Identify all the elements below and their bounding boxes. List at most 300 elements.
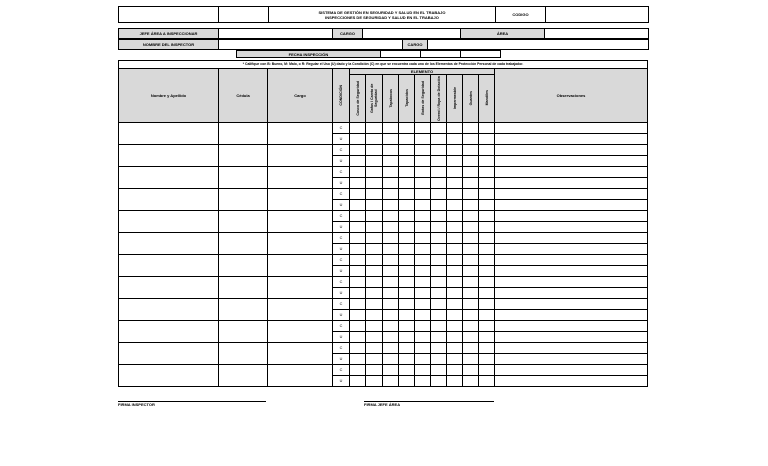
rating-cell[interactable]	[366, 354, 383, 365]
observation-cell[interactable]	[495, 233, 648, 244]
rating-cell[interactable]	[350, 145, 366, 156]
area-value[interactable]	[545, 29, 649, 39]
observation-cell[interactable]	[495, 354, 648, 365]
rating-cell[interactable]	[415, 277, 431, 288]
rating-cell[interactable]	[463, 156, 479, 167]
rating-cell[interactable]	[447, 145, 463, 156]
observation-cell[interactable]	[495, 365, 648, 376]
rating-cell[interactable]	[399, 123, 415, 134]
rating-cell[interactable]	[350, 233, 366, 244]
inspector-post-value[interactable]	[428, 40, 649, 50]
rating-cell[interactable]	[350, 310, 366, 321]
rating-cell[interactable]	[479, 354, 495, 365]
worker-post-cell[interactable]	[268, 233, 333, 255]
rating-cell[interactable]	[431, 332, 447, 343]
rating-cell[interactable]	[463, 145, 479, 156]
rating-cell[interactable]	[350, 244, 366, 255]
rating-cell[interactable]	[366, 211, 383, 222]
rating-cell[interactable]	[463, 233, 479, 244]
rating-cell[interactable]	[383, 354, 399, 365]
rating-cell[interactable]	[350, 288, 366, 299]
observation-cell[interactable]	[495, 134, 648, 145]
rating-cell[interactable]	[431, 200, 447, 211]
rating-cell[interactable]	[383, 255, 399, 266]
worker-name-cell[interactable]	[119, 321, 219, 343]
rating-cell[interactable]	[447, 343, 463, 354]
rating-cell[interactable]	[463, 365, 479, 376]
rating-cell[interactable]	[383, 167, 399, 178]
rating-cell[interactable]	[431, 277, 447, 288]
worker-name-cell[interactable]	[119, 277, 219, 299]
rating-cell[interactable]	[447, 299, 463, 310]
rating-cell[interactable]	[399, 354, 415, 365]
rating-cell[interactable]	[447, 321, 463, 332]
rating-cell[interactable]	[383, 145, 399, 156]
rating-cell[interactable]	[463, 222, 479, 233]
rating-cell[interactable]	[447, 123, 463, 134]
rating-cell[interactable]	[383, 134, 399, 145]
rating-cell[interactable]	[350, 266, 366, 277]
rating-cell[interactable]	[415, 134, 431, 145]
rating-cell[interactable]	[447, 244, 463, 255]
worker-post-cell[interactable]	[268, 189, 333, 211]
observation-cell[interactable]	[495, 123, 648, 134]
chief-value[interactable]	[219, 29, 333, 39]
rating-cell[interactable]	[350, 343, 366, 354]
rating-cell[interactable]	[447, 310, 463, 321]
rating-cell[interactable]	[431, 233, 447, 244]
rating-cell[interactable]	[479, 244, 495, 255]
rating-cell[interactable]	[463, 376, 479, 387]
col-condition: CONDICIÓN	[333, 69, 350, 123]
rating-cell[interactable]	[431, 134, 447, 145]
rating-cell[interactable]	[415, 178, 431, 189]
rating-cell[interactable]	[463, 266, 479, 277]
rating-cell[interactable]	[350, 178, 366, 189]
observation-cell[interactable]	[495, 321, 648, 332]
rating-cell[interactable]	[383, 211, 399, 222]
rating-cell[interactable]	[431, 266, 447, 277]
rating-cell[interactable]	[447, 365, 463, 376]
rating-cell[interactable]	[415, 167, 431, 178]
rating-cell[interactable]	[463, 134, 479, 145]
worker-name-cell[interactable]	[119, 255, 219, 277]
rating-cell[interactable]	[366, 310, 383, 321]
rating-cell[interactable]	[399, 134, 415, 145]
worker-name-cell[interactable]	[119, 145, 219, 167]
rating-cell[interactable]	[463, 332, 479, 343]
worker-post-cell[interactable]	[268, 365, 333, 387]
rating-cell[interactable]	[463, 310, 479, 321]
rating-cell[interactable]	[350, 365, 366, 376]
rating-cell[interactable]	[479, 288, 495, 299]
rating-cell[interactable]	[463, 123, 479, 134]
rating-cell[interactable]	[383, 310, 399, 321]
rating-cell[interactable]	[350, 189, 366, 200]
rating-cell[interactable]	[350, 321, 366, 332]
rating-cell[interactable]	[366, 178, 383, 189]
worker-name-cell[interactable]	[119, 211, 219, 233]
rating-cell[interactable]	[415, 233, 431, 244]
worker-id-cell[interactable]	[219, 167, 268, 189]
rating-cell[interactable]	[479, 299, 495, 310]
element-col: Gafas / Careta de Seguridad	[366, 75, 383, 123]
rating-cell[interactable]	[463, 343, 479, 354]
rating-cell[interactable]	[399, 167, 415, 178]
rating-cell[interactable]	[463, 277, 479, 288]
worker-name-cell[interactable]	[119, 233, 219, 255]
rating-cell[interactable]	[447, 167, 463, 178]
rating-cell[interactable]	[350, 134, 366, 145]
rating-cell[interactable]	[350, 222, 366, 233]
rating-cell[interactable]	[383, 332, 399, 343]
condition-code: C	[333, 233, 350, 244]
rating-cell[interactable]	[479, 222, 495, 233]
observation-cell[interactable]	[495, 244, 648, 255]
rating-cell[interactable]	[479, 365, 495, 376]
rating-cell[interactable]	[447, 266, 463, 277]
rating-cell[interactable]	[479, 167, 495, 178]
rating-cell[interactable]	[431, 123, 447, 134]
rating-cell[interactable]	[447, 156, 463, 167]
rating-cell[interactable]	[399, 332, 415, 343]
rating-cell[interactable]	[383, 189, 399, 200]
rating-cell[interactable]	[447, 376, 463, 387]
rating-cell[interactable]	[399, 255, 415, 266]
worker-id-cell[interactable]	[219, 123, 268, 145]
rating-cell[interactable]	[399, 244, 415, 255]
rating-cell[interactable]	[415, 123, 431, 134]
rating-cell[interactable]	[431, 244, 447, 255]
worker-post-cell[interactable]	[268, 299, 333, 321]
observation-cell[interactable]	[495, 167, 648, 178]
inspector-value[interactable]	[219, 40, 403, 50]
element-col: Mandiles	[479, 75, 495, 123]
rating-cell[interactable]	[399, 343, 415, 354]
rating-cell[interactable]	[350, 299, 366, 310]
date-day[interactable]	[381, 51, 421, 58]
rating-cell[interactable]	[431, 299, 447, 310]
rating-cell[interactable]	[366, 200, 383, 211]
rating-cell[interactable]	[415, 343, 431, 354]
rating-cell[interactable]	[366, 233, 383, 244]
worker-post-cell[interactable]	[268, 255, 333, 277]
rating-cell[interactable]	[366, 376, 383, 387]
rating-cell[interactable]	[366, 288, 383, 299]
rating-cell[interactable]	[415, 244, 431, 255]
rating-cell[interactable]	[350, 277, 366, 288]
rating-cell[interactable]	[431, 145, 447, 156]
rating-cell[interactable]	[479, 145, 495, 156]
rating-cell[interactable]	[447, 332, 463, 343]
rating-cell[interactable]	[399, 233, 415, 244]
rating-cell[interactable]	[415, 299, 431, 310]
rating-cell[interactable]	[399, 365, 415, 376]
worker-id-cell[interactable]	[219, 189, 268, 211]
rating-cell[interactable]	[479, 332, 495, 343]
rating-cell[interactable]	[383, 266, 399, 277]
rating-cell[interactable]	[399, 145, 415, 156]
rating-cell[interactable]	[431, 354, 447, 365]
rating-cell[interactable]	[366, 299, 383, 310]
rating-cell[interactable]	[366, 156, 383, 167]
condition-code: C	[333, 255, 350, 266]
rating-cell[interactable]	[431, 156, 447, 167]
rating-cell[interactable]	[479, 123, 495, 134]
rating-cell[interactable]	[479, 255, 495, 266]
rating-cell[interactable]	[350, 376, 366, 387]
rating-cell[interactable]	[383, 288, 399, 299]
observation-cell[interactable]	[495, 145, 648, 156]
rating-cell[interactable]	[399, 189, 415, 200]
worker-name-cell[interactable]	[119, 123, 219, 145]
rating-cell[interactable]	[415, 222, 431, 233]
worker-id-cell[interactable]	[219, 277, 268, 299]
worker-id-cell[interactable]	[219, 321, 268, 343]
rating-cell[interactable]	[399, 200, 415, 211]
rating-cell[interactable]	[350, 332, 366, 343]
worker-id-cell[interactable]	[219, 255, 268, 277]
rating-cell[interactable]	[383, 222, 399, 233]
worker-post-cell[interactable]	[268, 343, 333, 365]
rating-cell[interactable]	[431, 255, 447, 266]
rating-cell[interactable]	[383, 123, 399, 134]
worker-post-cell[interactable]	[268, 167, 333, 189]
rating-cell[interactable]	[366, 189, 383, 200]
rating-cell[interactable]	[383, 376, 399, 387]
rating-cell[interactable]	[399, 299, 415, 310]
worker-post-cell[interactable]	[268, 321, 333, 343]
rating-cell[interactable]	[383, 299, 399, 310]
rating-cell[interactable]	[366, 365, 383, 376]
observation-cell[interactable]	[495, 310, 648, 321]
rating-cell[interactable]	[399, 321, 415, 332]
rating-cell[interactable]	[383, 343, 399, 354]
observation-cell[interactable]	[495, 332, 648, 343]
rating-cell[interactable]	[350, 123, 366, 134]
rating-cell[interactable]	[399, 156, 415, 167]
observation-cell[interactable]	[495, 156, 648, 167]
rating-cell[interactable]	[431, 343, 447, 354]
rating-cell[interactable]	[399, 277, 415, 288]
worker-id-cell[interactable]	[219, 299, 268, 321]
rating-cell[interactable]	[479, 310, 495, 321]
rating-cell[interactable]	[447, 277, 463, 288]
rating-cell[interactable]	[463, 299, 479, 310]
rating-cell[interactable]	[463, 354, 479, 365]
rating-cell[interactable]	[431, 376, 447, 387]
observation-cell[interactable]	[495, 200, 648, 211]
rating-cell[interactable]	[350, 200, 366, 211]
rating-cell[interactable]	[415, 211, 431, 222]
rating-cell[interactable]	[463, 178, 479, 189]
rating-cell[interactable]	[479, 266, 495, 277]
rating-cell[interactable]	[366, 145, 383, 156]
rating-cell[interactable]	[479, 321, 495, 332]
rating-cell[interactable]	[431, 167, 447, 178]
rating-cell[interactable]	[383, 321, 399, 332]
rating-cell[interactable]	[415, 310, 431, 321]
rating-cell[interactable]	[447, 354, 463, 365]
rating-cell[interactable]	[415, 288, 431, 299]
rating-cell[interactable]	[415, 145, 431, 156]
rating-cell[interactable]	[366, 167, 383, 178]
rating-cell[interactable]	[366, 222, 383, 233]
date-year[interactable]	[461, 51, 501, 58]
rating-cell[interactable]	[366, 332, 383, 343]
rating-cell[interactable]	[447, 255, 463, 266]
rating-cell[interactable]	[415, 332, 431, 343]
observation-cell[interactable]	[495, 343, 648, 354]
code-label: CODIGO	[496, 7, 546, 23]
rating-cell[interactable]	[399, 266, 415, 277]
date-table	[236, 50, 501, 58]
table-row	[119, 189, 648, 200]
worker-post-cell[interactable]	[268, 123, 333, 145]
observation-cell[interactable]	[495, 211, 648, 222]
rating-cell[interactable]	[479, 178, 495, 189]
observation-cell[interactable]	[495, 376, 648, 387]
worker-name-cell[interactable]	[119, 343, 219, 365]
observation-cell[interactable]	[495, 266, 648, 277]
observation-cell[interactable]	[495, 178, 648, 189]
rating-cell[interactable]	[383, 156, 399, 167]
worker-post-cell[interactable]	[268, 145, 333, 167]
rating-cell[interactable]	[479, 200, 495, 211]
rating-cell[interactable]	[447, 178, 463, 189]
rating-cell[interactable]	[350, 354, 366, 365]
rating-cell[interactable]	[415, 266, 431, 277]
observation-cell[interactable]	[495, 277, 648, 288]
worker-name-cell[interactable]	[119, 299, 219, 321]
col-post: Cargo	[268, 69, 333, 123]
worker-post-cell[interactable]	[268, 277, 333, 299]
observation-cell[interactable]	[495, 222, 648, 233]
worker-name-cell[interactable]	[119, 189, 219, 211]
rating-cell[interactable]	[431, 178, 447, 189]
rating-cell[interactable]	[415, 321, 431, 332]
date-month[interactable]	[421, 51, 461, 58]
date-label: FECHA INSPECCIÓN	[237, 51, 381, 58]
rating-cell[interactable]	[399, 376, 415, 387]
rating-cell[interactable]	[479, 343, 495, 354]
observation-cell[interactable]	[495, 299, 648, 310]
rating-cell[interactable]	[463, 189, 479, 200]
rating-cell[interactable]	[350, 211, 366, 222]
rating-cell[interactable]	[447, 222, 463, 233]
rating-cell[interactable]	[399, 310, 415, 321]
rating-cell[interactable]	[383, 365, 399, 376]
rating-cell[interactable]	[366, 343, 383, 354]
rating-cell[interactable]	[350, 255, 366, 266]
rating-cell[interactable]	[415, 189, 431, 200]
rating-cell[interactable]	[447, 200, 463, 211]
rating-cell[interactable]	[431, 211, 447, 222]
observation-cell[interactable]	[495, 255, 648, 266]
worker-name-cell[interactable]	[119, 365, 219, 387]
rating-cell[interactable]	[463, 200, 479, 211]
rating-cell[interactable]	[479, 156, 495, 167]
observation-cell[interactable]	[495, 288, 648, 299]
rating-cell[interactable]	[366, 266, 383, 277]
condition-code: U	[333, 288, 350, 299]
condition-code: U	[333, 222, 350, 233]
worker-id-cell[interactable]	[219, 365, 268, 387]
rating-cell[interactable]	[399, 211, 415, 222]
post-value[interactable]	[363, 29, 461, 39]
rating-cell[interactable]	[447, 211, 463, 222]
rating-cell[interactable]	[479, 211, 495, 222]
rating-cell[interactable]	[415, 365, 431, 376]
rating-cell[interactable]	[463, 244, 479, 255]
worker-id-cell[interactable]	[219, 343, 268, 365]
condition-code: U	[333, 266, 350, 277]
rating-cell[interactable]	[463, 288, 479, 299]
rating-cell[interactable]	[350, 167, 366, 178]
rating-cell[interactable]	[415, 376, 431, 387]
rating-cell[interactable]	[366, 123, 383, 134]
rating-cell[interactable]	[479, 134, 495, 145]
rating-cell[interactable]	[366, 255, 383, 266]
worker-post-cell[interactable]	[268, 211, 333, 233]
rating-cell[interactable]	[366, 277, 383, 288]
rating-cell[interactable]	[479, 376, 495, 387]
rating-cell[interactable]	[399, 288, 415, 299]
rating-cell[interactable]	[383, 200, 399, 211]
rating-cell[interactable]	[366, 321, 383, 332]
rating-cell[interactable]	[479, 277, 495, 288]
rating-cell[interactable]	[447, 134, 463, 145]
rating-cell[interactable]	[366, 244, 383, 255]
rating-cell[interactable]	[431, 310, 447, 321]
worker-name-cell[interactable]	[119, 167, 219, 189]
rating-cell[interactable]	[431, 288, 447, 299]
rating-cell[interactable]	[431, 321, 447, 332]
rating-cell[interactable]	[366, 134, 383, 145]
inspection-grid	[118, 60, 648, 387]
rating-cell[interactable]	[447, 233, 463, 244]
rating-cell[interactable]	[350, 156, 366, 167]
table-row	[119, 233, 648, 244]
rating-cell[interactable]	[463, 321, 479, 332]
rating-cell[interactable]	[415, 156, 431, 167]
observation-cell[interactable]	[495, 189, 648, 200]
rating-cell[interactable]	[447, 189, 463, 200]
rating-cell[interactable]	[383, 277, 399, 288]
rating-cell[interactable]	[415, 200, 431, 211]
worker-id-cell[interactable]	[219, 233, 268, 255]
rating-cell[interactable]	[479, 189, 495, 200]
code-value[interactable]	[546, 7, 649, 23]
rating-cell[interactable]	[447, 288, 463, 299]
rating-cell[interactable]	[383, 244, 399, 255]
worker-id-cell[interactable]	[219, 145, 268, 167]
rating-cell[interactable]	[479, 233, 495, 244]
rating-cell[interactable]	[463, 167, 479, 178]
rating-cell[interactable]	[399, 178, 415, 189]
rating-cell[interactable]	[431, 189, 447, 200]
rating-cell[interactable]	[399, 222, 415, 233]
rating-cell[interactable]	[415, 255, 431, 266]
rating-cell[interactable]	[463, 211, 479, 222]
rating-cell[interactable]	[383, 178, 399, 189]
rating-cell[interactable]	[463, 255, 479, 266]
rating-cell[interactable]	[431, 222, 447, 233]
rating-cell[interactable]	[415, 354, 431, 365]
rating-cell[interactable]	[383, 233, 399, 244]
rating-cell[interactable]	[431, 365, 447, 376]
worker-id-cell[interactable]	[219, 211, 268, 233]
